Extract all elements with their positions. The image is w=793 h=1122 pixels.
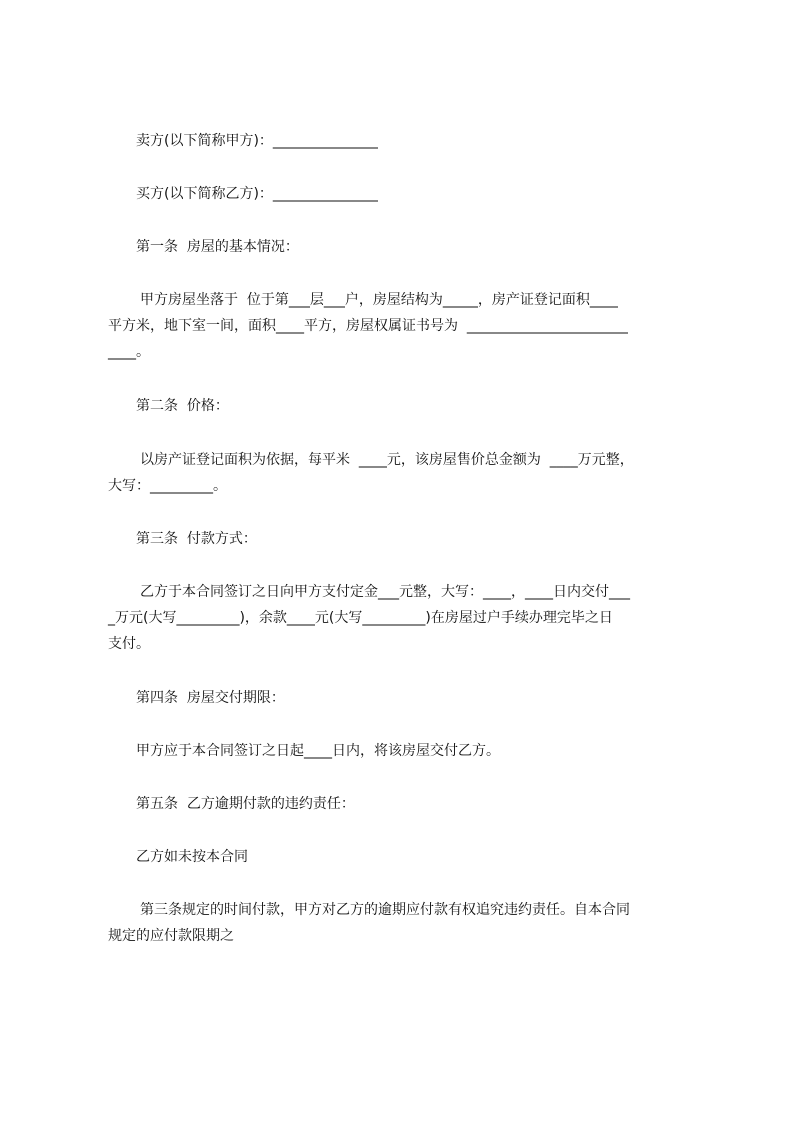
article-3-heading: 第三条 付款方式： — [136, 531, 257, 547]
article-5-text-line: 第三条规定的时间付款，甲方对乙方的逾期应付款有权追究违约责任。自本合同 — [140, 902, 630, 918]
article-5-text-line: 乙方如未按本合同 — [136, 849, 248, 865]
article-1-text-line: 平方米，地下室一间，面积____平方，房屋权属证书号为 _______________________ — [108, 318, 628, 334]
article-1-text-line: 甲方房屋坐落于 位于第___层___户，房屋结构为_____，房产证登记面积____ — [140, 292, 618, 308]
buyer-line: 买方(以下简称乙方)：_______________ — [136, 186, 378, 202]
article-3-text-line: 乙方于本合同签订之日向甲方支付定金___元整，大写：____，____日内交付___ — [140, 584, 630, 600]
article-3-text-line: 支付。 — [108, 636, 150, 652]
article-4-heading: 第四条 房屋交付期限： — [136, 690, 285, 706]
article-4-text-line: 甲方应于本合同签订之日起____日内，将该房屋交付乙方。 — [136, 743, 500, 759]
article-2-text-line: 大写：_________。 — [108, 478, 227, 494]
article-2-text-line: 以房产证登记面积为依据，每平米 ____元，该房屋售价总金额为 ____万元整， — [140, 452, 634, 468]
article-1-text-line: ____。 — [108, 344, 150, 360]
article-1-heading: 第一条 房屋的基本情况： — [136, 239, 299, 255]
article-5-heading: 第五条 乙方逾期付款的违约责任： — [136, 796, 355, 812]
seller-line: 卖方(以下简称甲方)：_______________ — [136, 133, 378, 149]
article-2-heading: 第二条 价格： — [136, 398, 229, 414]
article-5-text-line: 规定的应付款限期之 — [108, 928, 234, 944]
article-3-text-line: _万元(大写_________)，余款____元(大写_________)在房屋过户手续办理完毕之日 — [108, 610, 613, 626]
